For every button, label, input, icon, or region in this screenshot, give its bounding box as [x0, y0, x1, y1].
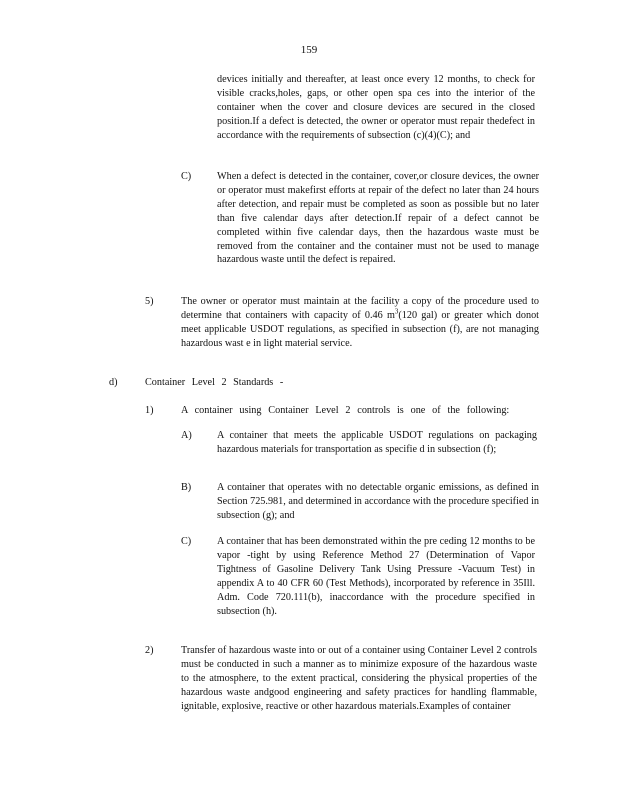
item-5-paragraph: [181, 295, 539, 351]
item-1b-label: B): [181, 482, 192, 493]
item-5-label: 5): [145, 296, 154, 307]
item-1c-paragraph: [217, 535, 535, 618]
item-1a-label: A): [181, 430, 192, 441]
item-5-text-a: The owner or operator must maintain at the facility a copy of the procedure used to determine that containers with capacity of 0.46 m: [181, 296, 539, 321]
continued-paragraph-text: devices initially and thereafter, at least once every 12 months, to check for visible cracks,holes, gaps, or other open spa ces into the interior of the container when the cover and closure devices are secured in the closed position.If a defect is detected, the owner or operator must repair thedefect in accordance with the requirements of subsection (c)(4)(C); and: [217, 74, 535, 141]
section-d-heading: Container Level 2 Standards -: [145, 377, 284, 388]
page-number: 159: [300, 44, 318, 56]
item-1b-paragraph: [217, 481, 539, 523]
item-2-text: Transfer of hazardous waste into or out of a container using Container Level 2 controls must be conducted in such a manner as to minimize exposure of the hazardous waste to the atmosphere, to the extent practical, considering the physical properties of the hazardous waste andgood engineering and safety practices for handling flammable, ignitable, explosive, reactive or other hazardous materials.Examples of container: [181, 645, 537, 712]
item-1b-text: A container that operates with no detectable organic emissions, as defined in Section 725.981, and determined in accordance with the procedure specified in subsection (g); and: [217, 482, 539, 521]
item-1-label: 1): [145, 405, 154, 416]
item-c-label: C): [181, 171, 192, 182]
continued-paragraph: [217, 73, 535, 143]
superscript-3: 3: [394, 307, 399, 316]
item-1c-label: C): [181, 536, 192, 547]
item-1-text: A container using Container Level 2 controls is one of the following:: [181, 405, 510, 416]
section-d-label: d): [109, 377, 118, 388]
item-5-text-b: (120 gal) or greater which donot meet applicable USDOT regulations, as specified in subsection (f), are not managing hazardous wast e in light material service.: [181, 309, 540, 349]
item-1a-text: A container that meets the applicable USDOT regulations on packaging hazardous materials for transportation as specifie d in subsection (f);: [217, 430, 537, 455]
item-c-paragraph: [217, 170, 539, 267]
item-2-label: 2): [145, 645, 154, 656]
item-2-paragraph: [181, 644, 537, 714]
item-1a-paragraph: [217, 429, 537, 457]
item-1c-text: A container that has been demonstrated within the pre ceding 12 months to be vapor -tight by using Reference Method 27 (Determination of Vapor Tightness of Gasoline Delivery Tank Using Pressure -Vacuum Test) in appendix A to 40 CFR 60 (Test Methods), incorporated by reference in 35Ill. Adm. Code 720.111(b), inaccordance with the procedure specified in subsection (h).: [217, 536, 535, 617]
item-c-text: When a defect is detected in the container, cover,or closure devices, the owner or operator must makefirst efforts at repair of the defect no later than 24 hours after detection, and repair must be completed as soon as possible but no later than five calendar days after detection.If repair of a defect cannot be completed within five calendar days, then the hazardous waste must be removed from the container and the container must not be used to manage hazardous waste until the defect is repaired.: [217, 171, 539, 266]
